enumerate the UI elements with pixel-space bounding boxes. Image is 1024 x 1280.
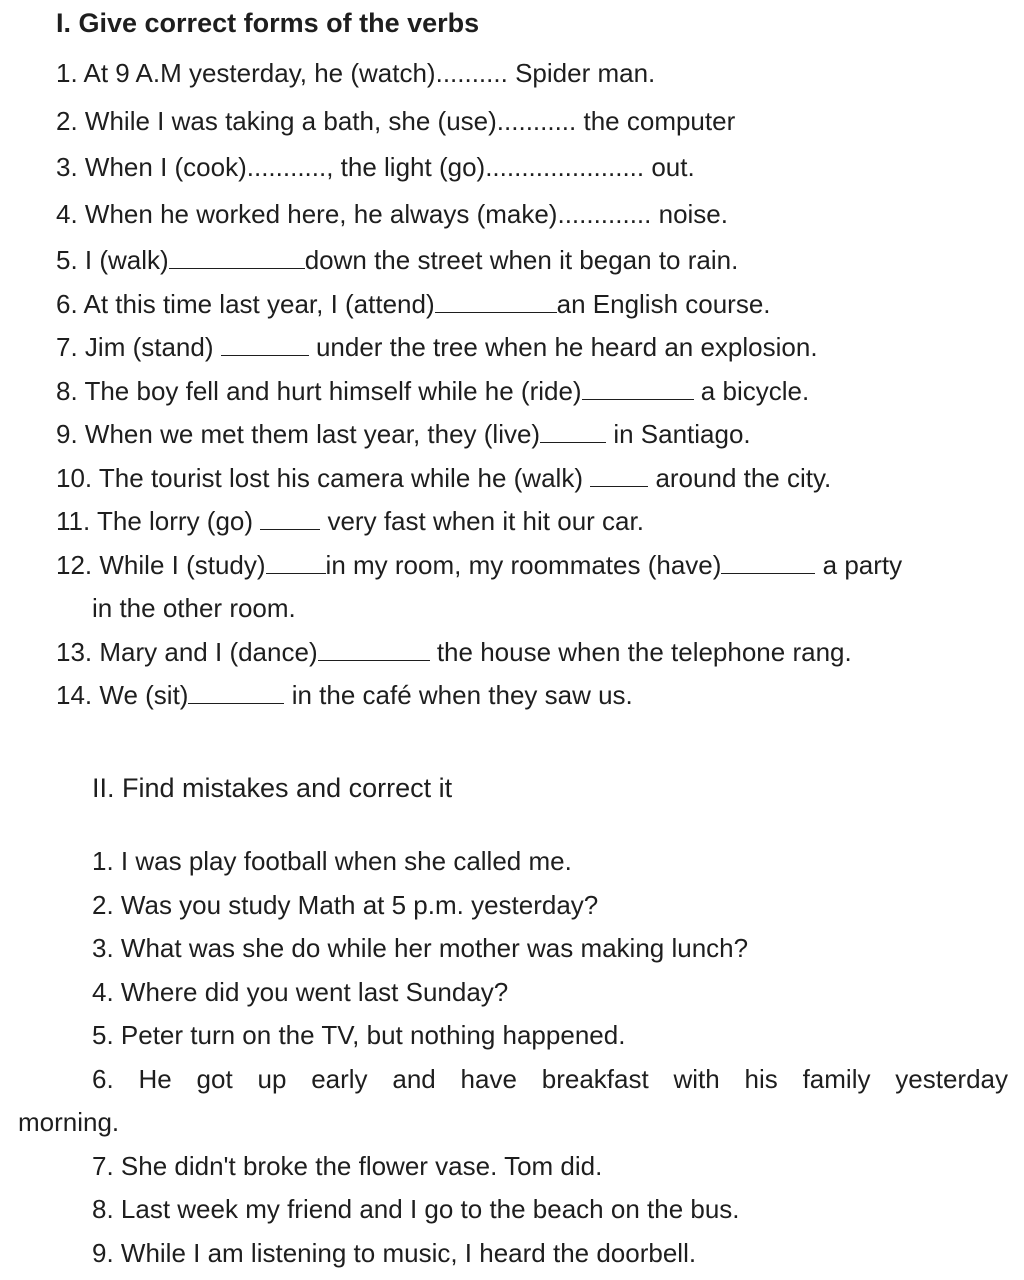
item-text: When we met them last year, they (live) (84, 419, 541, 449)
item-text: out. (644, 152, 695, 182)
answer-blank (721, 551, 815, 574)
item-number: 6. (56, 289, 78, 319)
item-number: 10. (56, 463, 93, 493)
exercise-1-item-12 (56, 549, 902, 581)
item-text: a party (815, 550, 903, 580)
item-number: 5. (56, 245, 78, 275)
answer-blank (266, 551, 326, 574)
exercise-2-item-5: 5. Peter turn on the TV, but nothing happened. (92, 1020, 626, 1050)
exercise-2-item-1: 1. I was play football when she called me. (92, 846, 572, 876)
exercise-1-item-10 (56, 462, 831, 494)
item-number: 1. (56, 58, 78, 88)
exercise-1-item-13 (56, 636, 852, 668)
exercise-2-item-8: 8. Last week my friend and I go to the beach on the bus. (92, 1194, 740, 1224)
exercise-2-item-7: 7. She didn't broke the flower vase. Tom did. (92, 1151, 603, 1181)
item-text: down the street when it began to rain. (304, 245, 739, 275)
item-number: 13. (56, 637, 93, 667)
exercise-1-item-8 (56, 375, 809, 407)
item-text: We (sit) (99, 680, 189, 710)
answer-blank (221, 333, 309, 356)
exercise-2-item-2: 2. Was you study Math at 5 p.m. yesterday? (92, 890, 599, 920)
item-number: 12. (56, 550, 93, 580)
item-number: 14. (56, 680, 93, 710)
section-1-title: I. Give correct forms of the verbs (56, 8, 480, 38)
answer-blank (582, 377, 694, 400)
section-2-title: II. Find mistakes and correct it (92, 773, 453, 803)
item-text: At 9 A.M yesterday, he (watch) (83, 58, 436, 88)
exercise-1-item-4 (56, 198, 728, 230)
item-text: The tourist lost his camera while he (walk) (98, 463, 591, 493)
item-number: 7. (56, 332, 78, 362)
item-text: When I (cook) (84, 152, 247, 182)
answer-blank (318, 638, 430, 661)
answer-dots: ............. (557, 199, 652, 229)
exercise-2-item-6: 6. He got up early and have breakfast with his family yesterday (92, 1064, 1008, 1094)
exercise-1-item-2 (56, 105, 735, 137)
item-text: The lorry (go) (96, 506, 261, 536)
answer-dots: .......... (435, 58, 508, 88)
item-text: around the city. (648, 463, 832, 493)
exercise-1-item-11 (56, 505, 644, 537)
exercise-1-item-12-continuation: in the other room. (92, 593, 296, 623)
item-text: While I was taking a bath, she (use) (84, 106, 497, 136)
exercise-1-item-6 (56, 288, 771, 320)
exercise-1-item-14 (56, 679, 633, 711)
item-text: a bicycle. (693, 376, 810, 406)
item-number: 4. (56, 199, 78, 229)
exercise-2-item-6-continuation: morning. (18, 1107, 120, 1137)
exercise-1-item-9 (56, 418, 751, 450)
answer-blank (169, 246, 305, 269)
item-text: an English course. (556, 289, 771, 319)
item-number: 8. (56, 376, 78, 406)
answer-dots: ........... (246, 152, 327, 182)
answer-blank (260, 507, 320, 530)
answer-blank (188, 681, 284, 704)
item-text: under the tree when he heard an explosion. (308, 332, 818, 362)
item-number: 3. (56, 152, 78, 182)
exercise-2-item-3: 3. What was she do while her mother was making lunch? (92, 933, 749, 963)
item-text: When he worked here, he always (make) (84, 199, 558, 229)
item-text: noise. (651, 199, 728, 229)
item-text: in my room, my roommates (have) (325, 550, 722, 580)
item-text: in the café when they saw us. (284, 680, 633, 710)
answer-blank (590, 464, 648, 487)
item-number: 9. (56, 419, 78, 449)
exercise-2-item-9: 9. While I am listening to music, I heard the doorbell. (92, 1238, 697, 1268)
item-text: the computer (576, 106, 736, 136)
item-text: The boy fell and hurt himself while he (ride) (84, 376, 582, 406)
item-text: Spider man. (507, 58, 656, 88)
exercise-1-item-3 (56, 151, 695, 183)
item-text: While I (study) (99, 550, 266, 580)
answer-blank (435, 290, 557, 313)
item-text: , the light (go) (326, 152, 486, 182)
item-number: 2. (56, 106, 78, 136)
item-text: Jim (stand) (84, 332, 221, 362)
answer-blank (540, 420, 606, 443)
exercise-1-item-1 (56, 57, 655, 89)
answer-dots: ........... (496, 106, 577, 136)
exercise-1-item-7 (56, 331, 818, 363)
item-number: 11. (56, 506, 91, 536)
item-text: At this time last year, I (attend) (83, 289, 435, 319)
item-text: I (walk) (84, 245, 169, 275)
item-text: the house when the telephone rang. (429, 637, 852, 667)
exercise-1-item-5 (56, 244, 738, 276)
item-text: very fast when it hit our car. (320, 506, 644, 536)
exercise-2-item-4: 4. Where did you went last Sunday? (92, 977, 509, 1007)
answer-dots: ...................... (485, 152, 645, 182)
item-text: in Santiago. (606, 419, 751, 449)
item-text: Mary and I (dance) (99, 637, 318, 667)
